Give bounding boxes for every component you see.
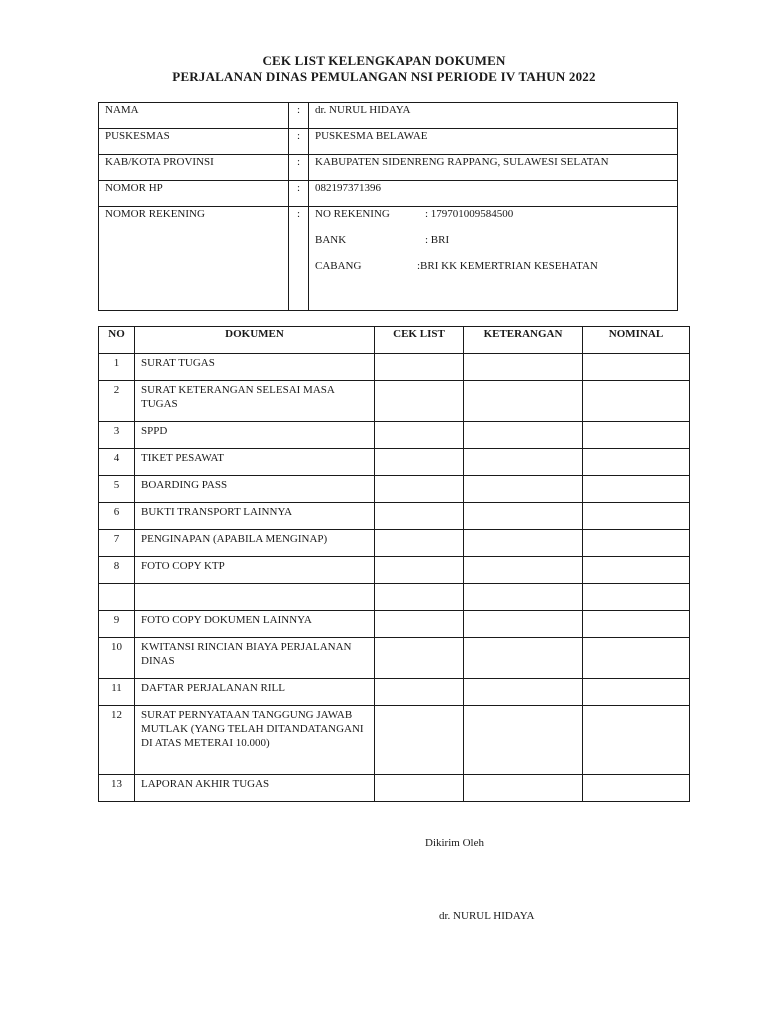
cell-keterangan [464,530,583,557]
cabang-value: :BRI KK KEMERTRIAN KESEHATAN [417,260,598,272]
cell-nominal [583,381,690,422]
cell-dokumen: BOARDING PASS [135,476,375,503]
cell-nominal [583,449,690,476]
puskesmas-label: PUSKESMAS [99,129,289,155]
document-subtitle: PERJALANAN DINAS PEMULANGAN NSI PERIODE IV TAHUN 2022 [172,69,596,84]
cell-keterangan [464,476,583,503]
cell-cek-list [375,611,464,638]
table-row [99,422,690,449]
cell-cek-list [375,530,464,557]
sent-by-label: Dikirim Oleh [425,837,484,849]
cell-dokumen: DAFTAR PERJALANAN RILL [135,679,375,706]
cell-dokumen: FOTO COPY KTP [135,557,375,584]
cell-cek-list [375,679,464,706]
header-dokumen: DOKUMEN [135,327,375,354]
cell-keterangan [464,775,583,802]
cell-cek-list [375,422,464,449]
cell-no: 9 [99,611,135,638]
table-row [99,381,690,422]
cell-no: 6 [99,503,135,530]
cell-cek-list [375,354,464,381]
table-row [99,611,690,638]
table-row [99,775,690,802]
cell-dokumen: SPPD [135,422,375,449]
cell-keterangan [464,503,583,530]
cell-cek-list [375,381,464,422]
cell-keterangan [464,679,583,706]
table-header-row [99,327,690,354]
header-keterangan: KETERANGAN [464,327,583,354]
identity-row-rekening [99,207,678,311]
cell-no [99,584,135,611]
identity-row-hp [99,181,678,207]
cell-nominal [583,354,690,381]
cell-dokumen: SURAT PERNYATAAN TANGGUNG JAWAB MUTLAK (YANG TELAH DITANDATANGANI DI ATAS METERAI 10.000) [135,706,375,775]
cell-nominal [583,476,690,503]
identity-row-puskesmas [99,129,678,155]
cell-keterangan [464,584,583,611]
header-no: NO [99,327,135,354]
cell-dokumen: PENGINAPAN (APABILA MENGINAP) [135,530,375,557]
rekening-label: NOMOR REKENING [99,207,289,311]
cell-no: 11 [99,679,135,706]
cabang-label: CABANG [315,260,362,272]
rekening-number-label: NO REKENING [315,208,390,220]
cell-dokumen [135,584,375,611]
colon: : [289,129,309,155]
cell-no: 7 [99,530,135,557]
cell-no: 2 [99,381,135,422]
cell-cek-list [375,476,464,503]
table-row [99,503,690,530]
cell-keterangan [464,611,583,638]
cell-keterangan [464,557,583,584]
kab-value: KABUPATEN SIDENRENG RAPPANG, SULAWESI SELATAN [309,155,678,181]
rekening-details [309,207,678,311]
cell-dokumen: SURAT KETERANGAN SELESAI MASA TUGAS [135,381,375,422]
cell-no: 12 [99,706,135,775]
colon: : [289,103,309,129]
table-row [99,354,690,381]
bank-label: BANK [315,234,347,246]
colon: : [289,181,309,207]
table-row [99,706,690,775]
hp-value: 082197371396 [309,181,678,207]
document-checklist-table [98,326,690,802]
cell-cek-list [375,503,464,530]
cell-nominal [583,584,690,611]
header-cek-list: CEK LIST [375,327,464,354]
rekening-number-line [315,207,671,233]
document-title: CEK LIST KELENGKAPAN DOKUMEN [262,53,506,68]
cell-cek-list [375,706,464,775]
table-row [99,638,690,679]
cell-nominal [583,503,690,530]
kab-label: KAB/KOTA PROVINSI [99,155,289,181]
cell-nominal [583,611,690,638]
cabang-line [315,259,671,285]
cell-no: 10 [99,638,135,679]
nama-value: dr. NURUL HIDAYA [309,103,678,129]
cell-dokumen: TIKET PESAWAT [135,449,375,476]
table-row [99,530,690,557]
cell-nominal [583,706,690,775]
cell-keterangan [464,354,583,381]
rekening-number-value: : 179701009584500 [425,208,514,220]
cell-dokumen: FOTO COPY DOKUMEN LAINNYA [135,611,375,638]
table-row [99,584,690,611]
cell-cek-list [375,775,464,802]
colon: : [289,207,309,311]
table-row [99,557,690,584]
cell-dokumen: BUKTI TRANSPORT LAINNYA [135,503,375,530]
cell-dokumen: LAPORAN AKHIR TUGAS [135,775,375,802]
table-row [99,449,690,476]
cell-cek-list [375,449,464,476]
cell-keterangan [464,706,583,775]
cell-no: 13 [99,775,135,802]
table-row [99,476,690,503]
cell-nominal [583,638,690,679]
cell-keterangan [464,422,583,449]
signatory-name: dr. NURUL HIDAYA [439,910,535,922]
cell-cek-list [375,557,464,584]
cell-keterangan [464,638,583,679]
cell-dokumen: SURAT TUGAS [135,354,375,381]
cell-nominal [583,530,690,557]
bank-line [315,233,671,259]
puskesmas-value: PUSKESMA BELAWAE [309,129,678,155]
cell-no: 3 [99,422,135,449]
cell-keterangan [464,381,583,422]
cell-dokumen: KWITANSI RINCIAN BIAYA PERJALANAN DINAS [135,638,375,679]
table-row [99,679,690,706]
hp-label: NOMOR HP [99,181,289,207]
cell-no: 1 [99,354,135,381]
cell-no: 5 [99,476,135,503]
cell-cek-list [375,638,464,679]
identity-table [98,102,678,311]
cell-no: 8 [99,557,135,584]
cell-nominal [583,557,690,584]
cell-nominal [583,422,690,449]
identity-row-nama [99,103,678,129]
cell-nominal [583,775,690,802]
identity-row-kab [99,155,678,181]
bank-value: : BRI [425,234,450,246]
header-nominal: NOMINAL [583,327,690,354]
colon: : [289,155,309,181]
nama-label: NAMA [99,103,289,129]
cell-no: 4 [99,449,135,476]
cell-keterangan [464,449,583,476]
cell-cek-list [375,584,464,611]
cell-nominal [583,679,690,706]
